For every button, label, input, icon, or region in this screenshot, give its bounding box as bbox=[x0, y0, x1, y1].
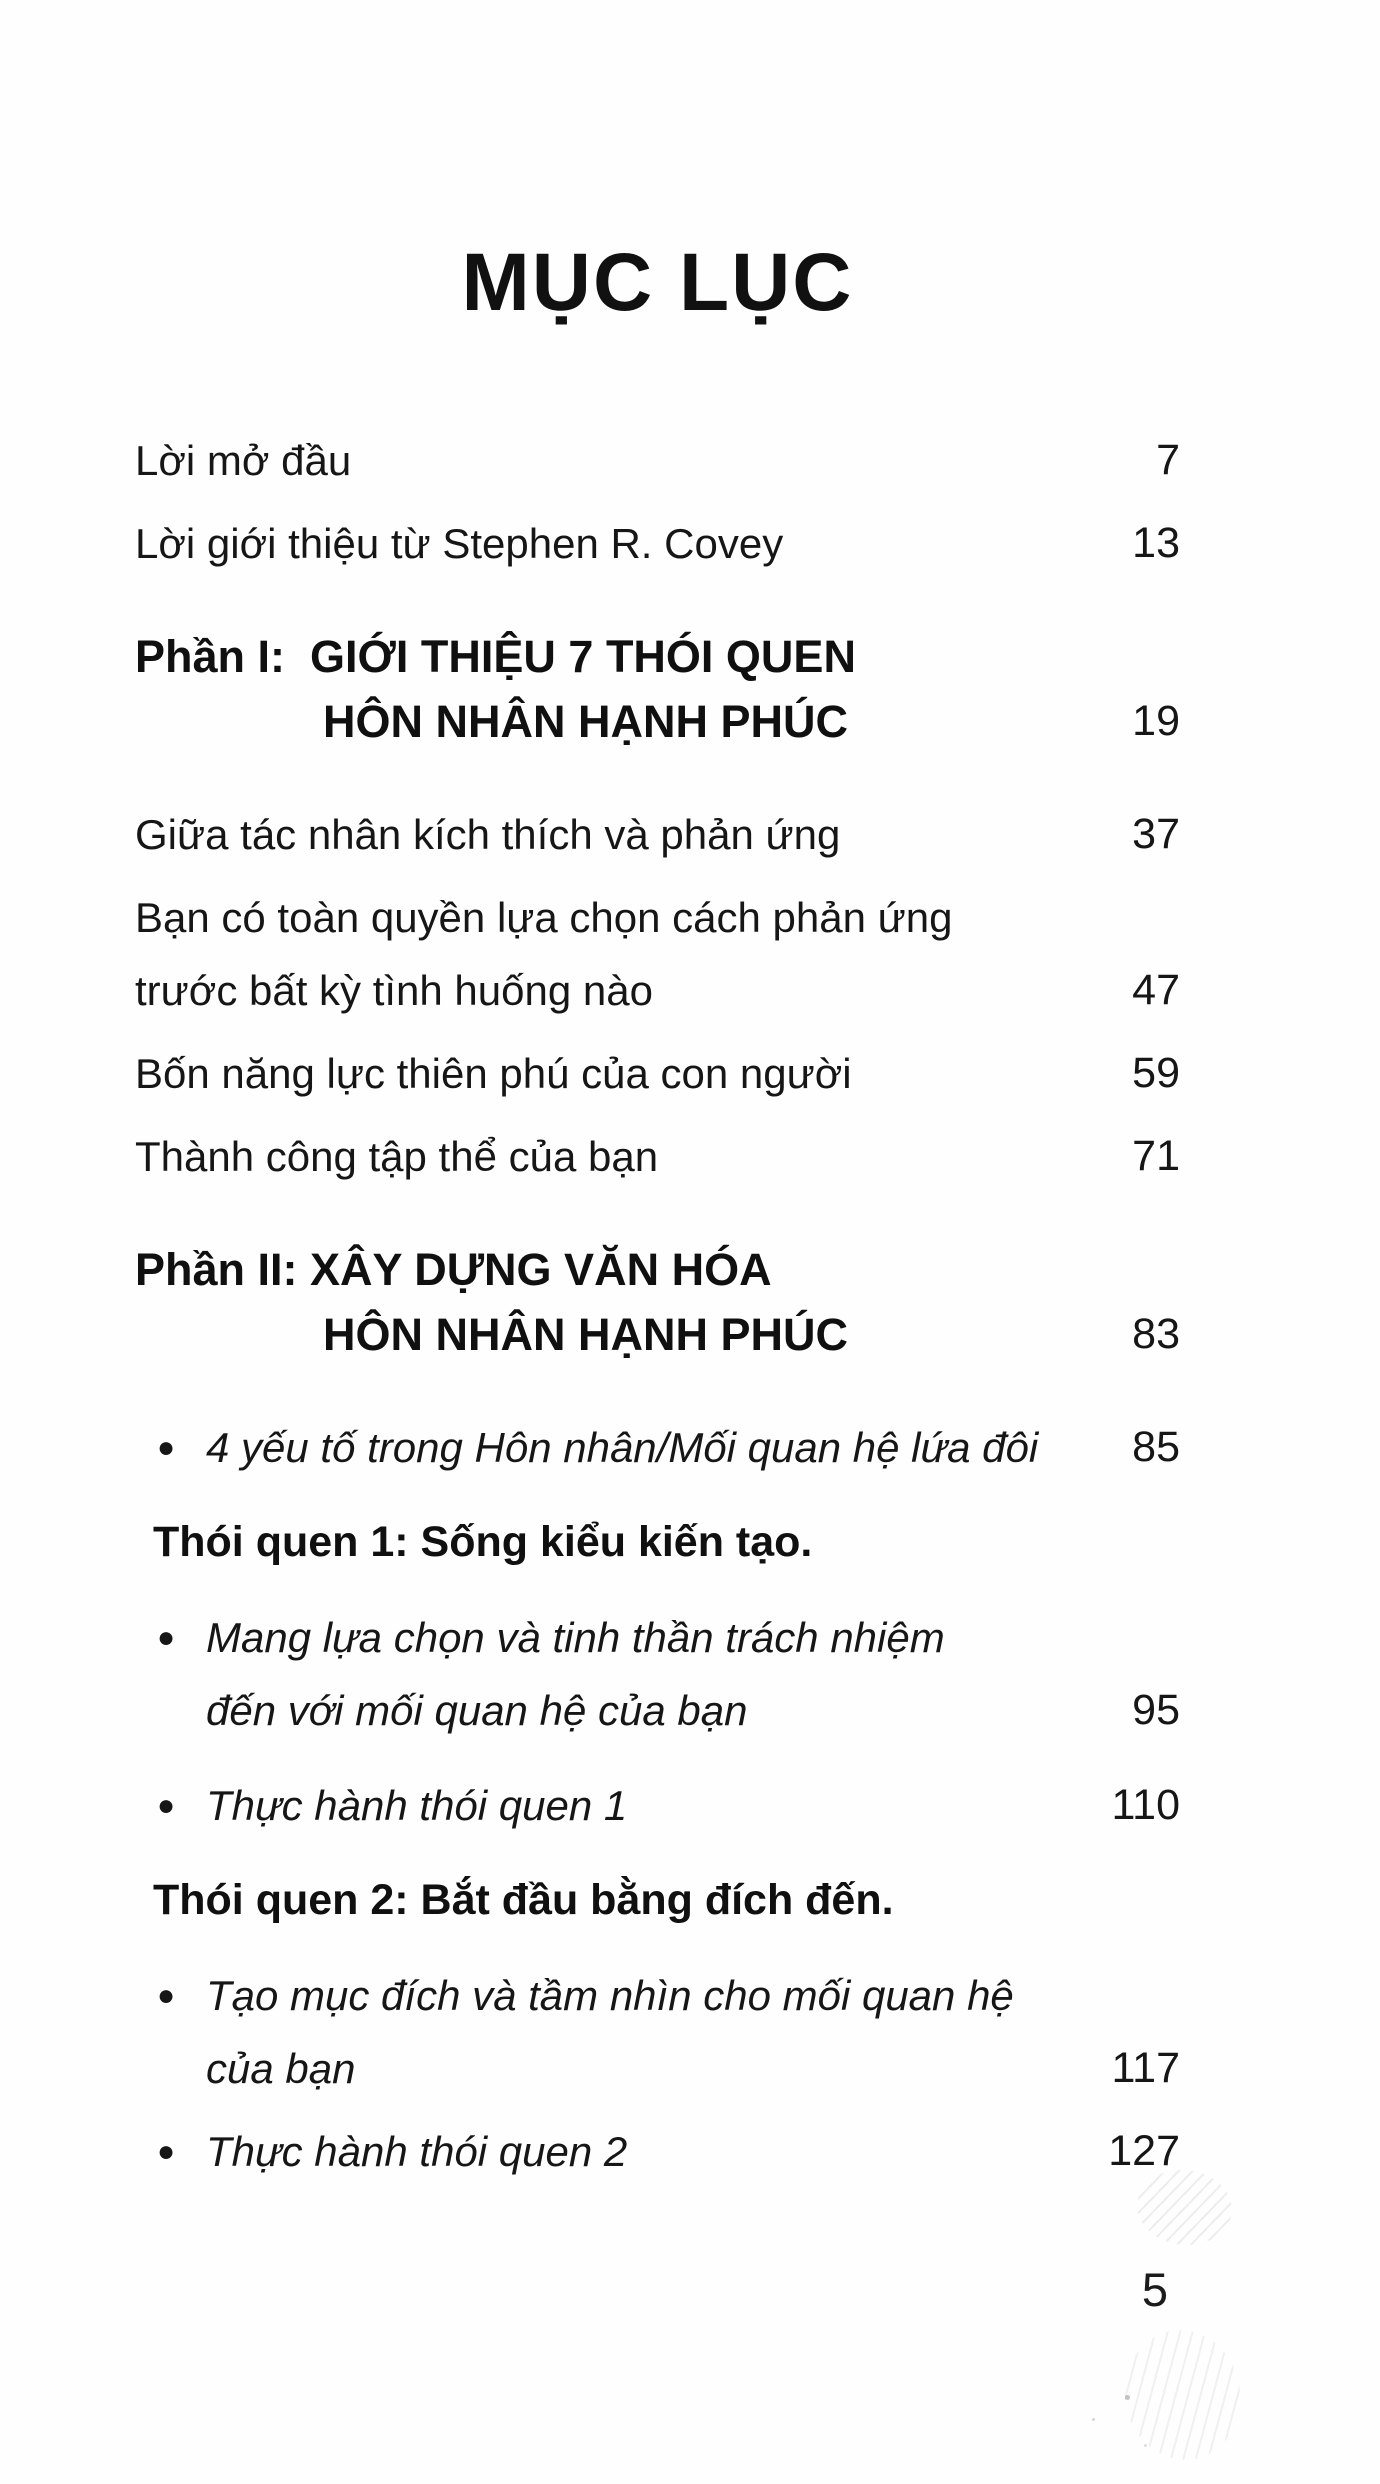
toc-line-text: của bạn bbox=[206, 2045, 356, 2093]
toc-line-text: HÔN NHÂN HẠNH PHÚC bbox=[323, 696, 848, 748]
toc-line-text: Phần II: XÂY DỰNG VĂN HÓA bbox=[135, 1244, 772, 1296]
bullet-icon: ● bbox=[157, 1431, 176, 1465]
toc-line-text: Thói quen 2: Bắt đầu bằng đích đến. bbox=[153, 1876, 894, 1925]
toc-entry-text bbox=[153, 1506, 1060, 1579]
toc-entry-line bbox=[153, 1864, 1060, 1937]
toc-entry-line bbox=[135, 1120, 1060, 1193]
toc-entry-page-number: 95 bbox=[1132, 1686, 1180, 1735]
toc-entry-line bbox=[135, 424, 1060, 497]
toc-line-text: Giữa tác nhân kích thích và phản ứng bbox=[135, 811, 841, 859]
toc-line-text: HÔN NHÂN HẠNH PHÚC bbox=[323, 1309, 848, 1361]
toc-entry-line bbox=[135, 1959, 1060, 2032]
toc-entry-text bbox=[135, 798, 1060, 871]
toc-entry-line bbox=[135, 2032, 1060, 2105]
toc-line-text: Phần I: GIỚI THIỆU 7 THÓI QUEN bbox=[135, 631, 856, 683]
toc-entry-page-number: 71 bbox=[1132, 1132, 1180, 1181]
toc-entry-page-number: 7 bbox=[1156, 436, 1180, 485]
bullet-icon: ● bbox=[157, 1979, 176, 2013]
toc-entry bbox=[135, 1769, 1180, 1842]
toc-line-text: 4 yếu tố trong Hôn nhân/Mối quan hệ lứa đôi bbox=[206, 1424, 1039, 1472]
toc-entry-line bbox=[135, 507, 1060, 580]
toc-line-text: Lời mở đầu bbox=[135, 437, 352, 485]
toc-entry-text bbox=[135, 881, 1060, 1027]
toc-entry-page-number: 59 bbox=[1132, 1049, 1180, 1098]
toc-entry-page-number: 127 bbox=[1108, 2127, 1180, 2176]
toc-entry-line bbox=[135, 2115, 1060, 2188]
toc-entry-text bbox=[153, 1864, 1060, 1937]
toc-entry-page-number: 110 bbox=[1111, 1781, 1180, 1830]
toc-entry-line bbox=[135, 1674, 1060, 1747]
scan-artifact-speck bbox=[1125, 2395, 1130, 2400]
toc-entry-line bbox=[153, 1506, 1060, 1579]
toc-entry bbox=[135, 507, 1180, 580]
toc-entry bbox=[135, 1959, 1180, 2105]
page-title: MỤC LỤC bbox=[461, 237, 854, 328]
toc-entry-line bbox=[135, 1237, 1060, 1302]
toc-entry-line bbox=[135, 689, 1060, 754]
bullet-icon: ● bbox=[157, 1621, 176, 1655]
toc-line-text: Thực hành thói quen 2 bbox=[206, 2128, 628, 2176]
toc-entry-text bbox=[135, 1959, 1060, 2105]
toc-entry-line bbox=[135, 624, 1060, 689]
toc-entry bbox=[135, 1120, 1180, 1193]
toc-entry-text bbox=[135, 1237, 1060, 1367]
scan-artifact-scratch-bottom bbox=[1115, 2321, 1251, 2469]
toc-entry-line bbox=[135, 1601, 1060, 1674]
toc-line-text: Thói quen 1: Sống kiểu kiến tạo. bbox=[153, 1518, 813, 1567]
toc-entry-page-number: 19 bbox=[1132, 697, 1180, 746]
toc-entry-text bbox=[135, 2115, 1060, 2188]
toc-entry-page-number: 47 bbox=[1132, 966, 1180, 1015]
toc-line-text: Lời giới thiệu từ Stephen R. Covey bbox=[135, 520, 784, 568]
toc-entry bbox=[135, 1237, 1180, 1367]
toc-entry-text bbox=[135, 624, 1060, 754]
toc-entry-text bbox=[135, 1601, 1060, 1747]
toc-line-text: Bạn có toàn quyền lựa chọn cách phản ứng bbox=[135, 894, 953, 942]
toc-entry bbox=[135, 1037, 1180, 1110]
toc-entry-line bbox=[135, 881, 1060, 954]
toc-entry bbox=[135, 1864, 1180, 1937]
bullet-icon: ● bbox=[157, 1789, 176, 1823]
toc-entry-page-number: 83 bbox=[1132, 1310, 1180, 1359]
bullet-icon: ● bbox=[157, 2135, 176, 2169]
toc-line-text: Mang lựa chọn và tinh thần trách nhiệm bbox=[206, 1614, 945, 1662]
toc-entry-text bbox=[135, 1037, 1060, 1110]
toc-entry bbox=[135, 881, 1180, 1027]
toc-entry bbox=[135, 1601, 1180, 1747]
folio-page-number: 5 bbox=[1141, 2263, 1168, 2316]
table-of-contents bbox=[135, 424, 1180, 2188]
toc-line-text: Thực hành thói quen 1 bbox=[206, 1782, 628, 1830]
toc-line-text: đến với mối quan hệ của bạn bbox=[206, 1687, 748, 1735]
toc-entry-line bbox=[135, 1302, 1060, 1367]
toc-entry bbox=[135, 1411, 1180, 1484]
toc-line-text: Tạo mục đích và tầm nhìn cho mối quan hệ bbox=[206, 1972, 1014, 2020]
toc-entry-page-number: 13 bbox=[1132, 519, 1180, 568]
toc-entry-line bbox=[135, 1769, 1060, 1842]
toc-line-text: trước bất kỳ tình huống nào bbox=[135, 967, 653, 1015]
toc-entry bbox=[135, 1506, 1180, 1579]
toc-entry-line bbox=[135, 798, 1060, 871]
toc-entry-page-number: 37 bbox=[1132, 810, 1180, 859]
toc-entry-line bbox=[135, 1411, 1060, 1484]
toc-entry bbox=[135, 624, 1180, 754]
toc-entry-text bbox=[135, 1411, 1060, 1484]
toc-entry-line bbox=[135, 954, 1060, 1027]
toc-entry bbox=[135, 798, 1180, 871]
toc-entry-text bbox=[135, 1120, 1060, 1193]
toc-entry-text bbox=[135, 507, 1060, 580]
toc-entry-text bbox=[135, 1769, 1060, 1842]
toc-line-text: Thành công tập thể của bạn bbox=[135, 1133, 659, 1181]
toc-entry-line bbox=[135, 1037, 1060, 1110]
toc-entry-page-number: 85 bbox=[1132, 1423, 1180, 1472]
toc-entry bbox=[135, 2115, 1180, 2188]
toc-entry-page-number: 117 bbox=[1111, 2044, 1180, 2093]
toc-entry-text bbox=[135, 424, 1060, 497]
toc-entry bbox=[135, 424, 1180, 497]
toc-line-text: Bốn năng lực thiên phú của con người bbox=[135, 1050, 852, 1098]
